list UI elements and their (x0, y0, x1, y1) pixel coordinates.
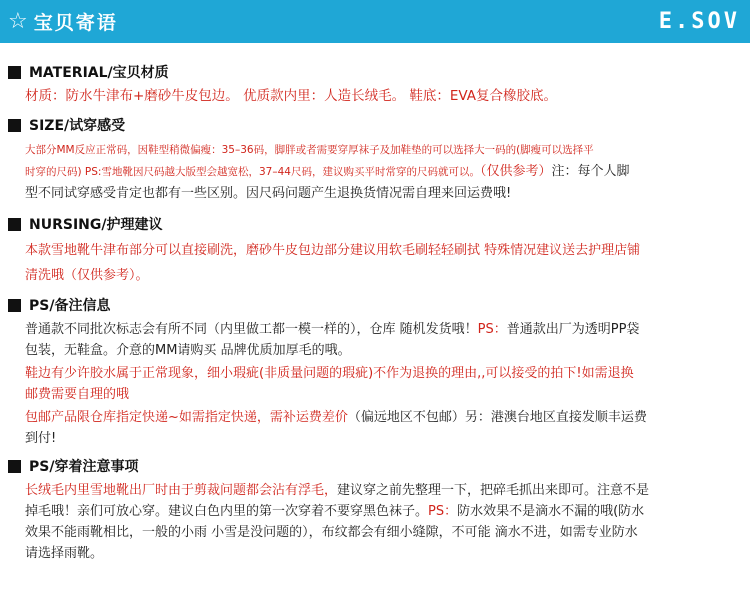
wear-line-4: 请选择雨靴。 (25, 546, 104, 561)
size-line-2 (25, 161, 740, 183)
nursing-title: NURSING/护理建议 (29, 217, 163, 233)
wear-title: PS/穿着注意事项 (29, 459, 139, 475)
square-bullet-icon (8, 299, 21, 312)
wear-line-1-red: 长绒毛内里雪地靴出厂时由于剪裁问题都会沾有浮毛， (25, 483, 338, 498)
wear-line-1 (25, 480, 740, 501)
ps-p3-text: （偏远地区不包邮）另：港澳台地区直接发顺丰运费 (347, 410, 647, 425)
ps-section (8, 294, 740, 449)
banner-title: 宝贝寄语 (33, 12, 118, 34)
ps-p3-line-2: 到付! (25, 431, 57, 446)
ps-p1-text-2: 普通款出厂为透明PP袋 (506, 322, 640, 337)
wear-section (8, 455, 740, 564)
size-title: SIZE/试穿感受 (29, 118, 126, 134)
wear-line-1-text: 建议穿之前先整理一下，把碎毛抓出来即可。注意不是 (337, 483, 650, 498)
square-bullet-icon (8, 218, 21, 231)
ps-p2-line-2: 邮费需要自理的哦 (25, 387, 130, 402)
size-red-line-2: 时穿的尺码) PS:雪地靴因尺码越大版型会越宽松，37–44尺码，建议购买平时常穿的尺码就可以。 (25, 166, 480, 178)
brand-logo: E.SOV (658, 9, 740, 34)
wear-text (25, 480, 740, 564)
ps-heading (8, 294, 740, 316)
material-heading (8, 61, 740, 83)
star-outline-icon: ☆ (8, 8, 28, 34)
size-heading (8, 114, 740, 136)
wear-line-3: 效果不能雨靴相比，一般的小雨 小雪是没问题的），布纹都会有细小缝隙，不可能 滴水不进，如需专业防水 (25, 525, 638, 540)
ps-text (25, 319, 740, 449)
square-bullet-icon (8, 460, 21, 473)
ps-p1-line-1 (25, 319, 740, 340)
square-bullet-icon (8, 66, 21, 79)
ps-p1-line-2: 包装，无鞋盒。介意的MM请购买 品牌优质加厚毛的哦。 (25, 343, 351, 358)
section-header-banner (0, 0, 750, 43)
ps-p1-text: 普通款不同批次标志会有所不同（内里做工都一模一样的），仓库 随机发货哦！ (25, 322, 478, 337)
ps-p1-label: PS： (477, 322, 507, 337)
ps-p2-line-1: 鞋边有少许胶水属于正常现象，细小瑕疵(非质量问题的瑕疵)不作为退换的理由,,可以接受的拍下!如需退换 (25, 366, 634, 381)
size-text (25, 139, 740, 205)
nursing-line-1: 本款雪地靴牛津布部分可以直接刷洗，磨砂牛皮包边部分建议用软毛刷轻轻刷拭 特殊情况建议送去护理店铺 (25, 243, 641, 258)
size-line-3: 型不同试穿感受肯定也都有一些区别。因尺码问题产生退换货情况需自理来回运费哦! (25, 186, 512, 201)
ps-p3-line-1 (25, 407, 740, 428)
material-title: MATERIAL/宝贝材质 (29, 65, 169, 81)
wear-line-2-text: 掉毛哦！亲们可放心穿。建议白色内里的第一次穿着不要穿黑色袜子。 (25, 504, 429, 519)
size-section (8, 114, 740, 205)
nursing-section (8, 213, 740, 288)
square-bullet-icon (8, 119, 21, 132)
ps-p3-red: 包邮产品限仓库指定快递~如需指定快递，需补运费差价 (25, 410, 348, 425)
wear-line-2-text-2: 防水效果不是滴水不漏的哦(防水 (457, 504, 645, 519)
nursing-line-2: 清洗哦（仅供参考）。 (25, 268, 149, 283)
wear-heading (8, 455, 740, 477)
nursing-heading (8, 213, 740, 235)
ps-title: PS/备注信息 (29, 298, 111, 314)
size-red-line-1: 大部分MM反应正常码，因鞋型稍微偏瘦：35–36码，脚胖或者需要穿厚袜子及加鞋垫的可以选择大一码的(脚瘦可以选择平 (25, 144, 594, 156)
material-text: 材质：防水牛津布+磨砂牛皮包边。 优质款内里：人造长绒毛。 鞋底：EVA复合橡胶底。 (25, 88, 558, 104)
size-note-tail: 注：每个人脚 (551, 164, 630, 179)
wear-line-2 (25, 501, 740, 522)
material-section (8, 61, 740, 107)
nursing-text (25, 238, 740, 288)
wear-line-2-label: PS： (428, 504, 458, 519)
size-red-note: （仅供参考） (479, 164, 552, 179)
